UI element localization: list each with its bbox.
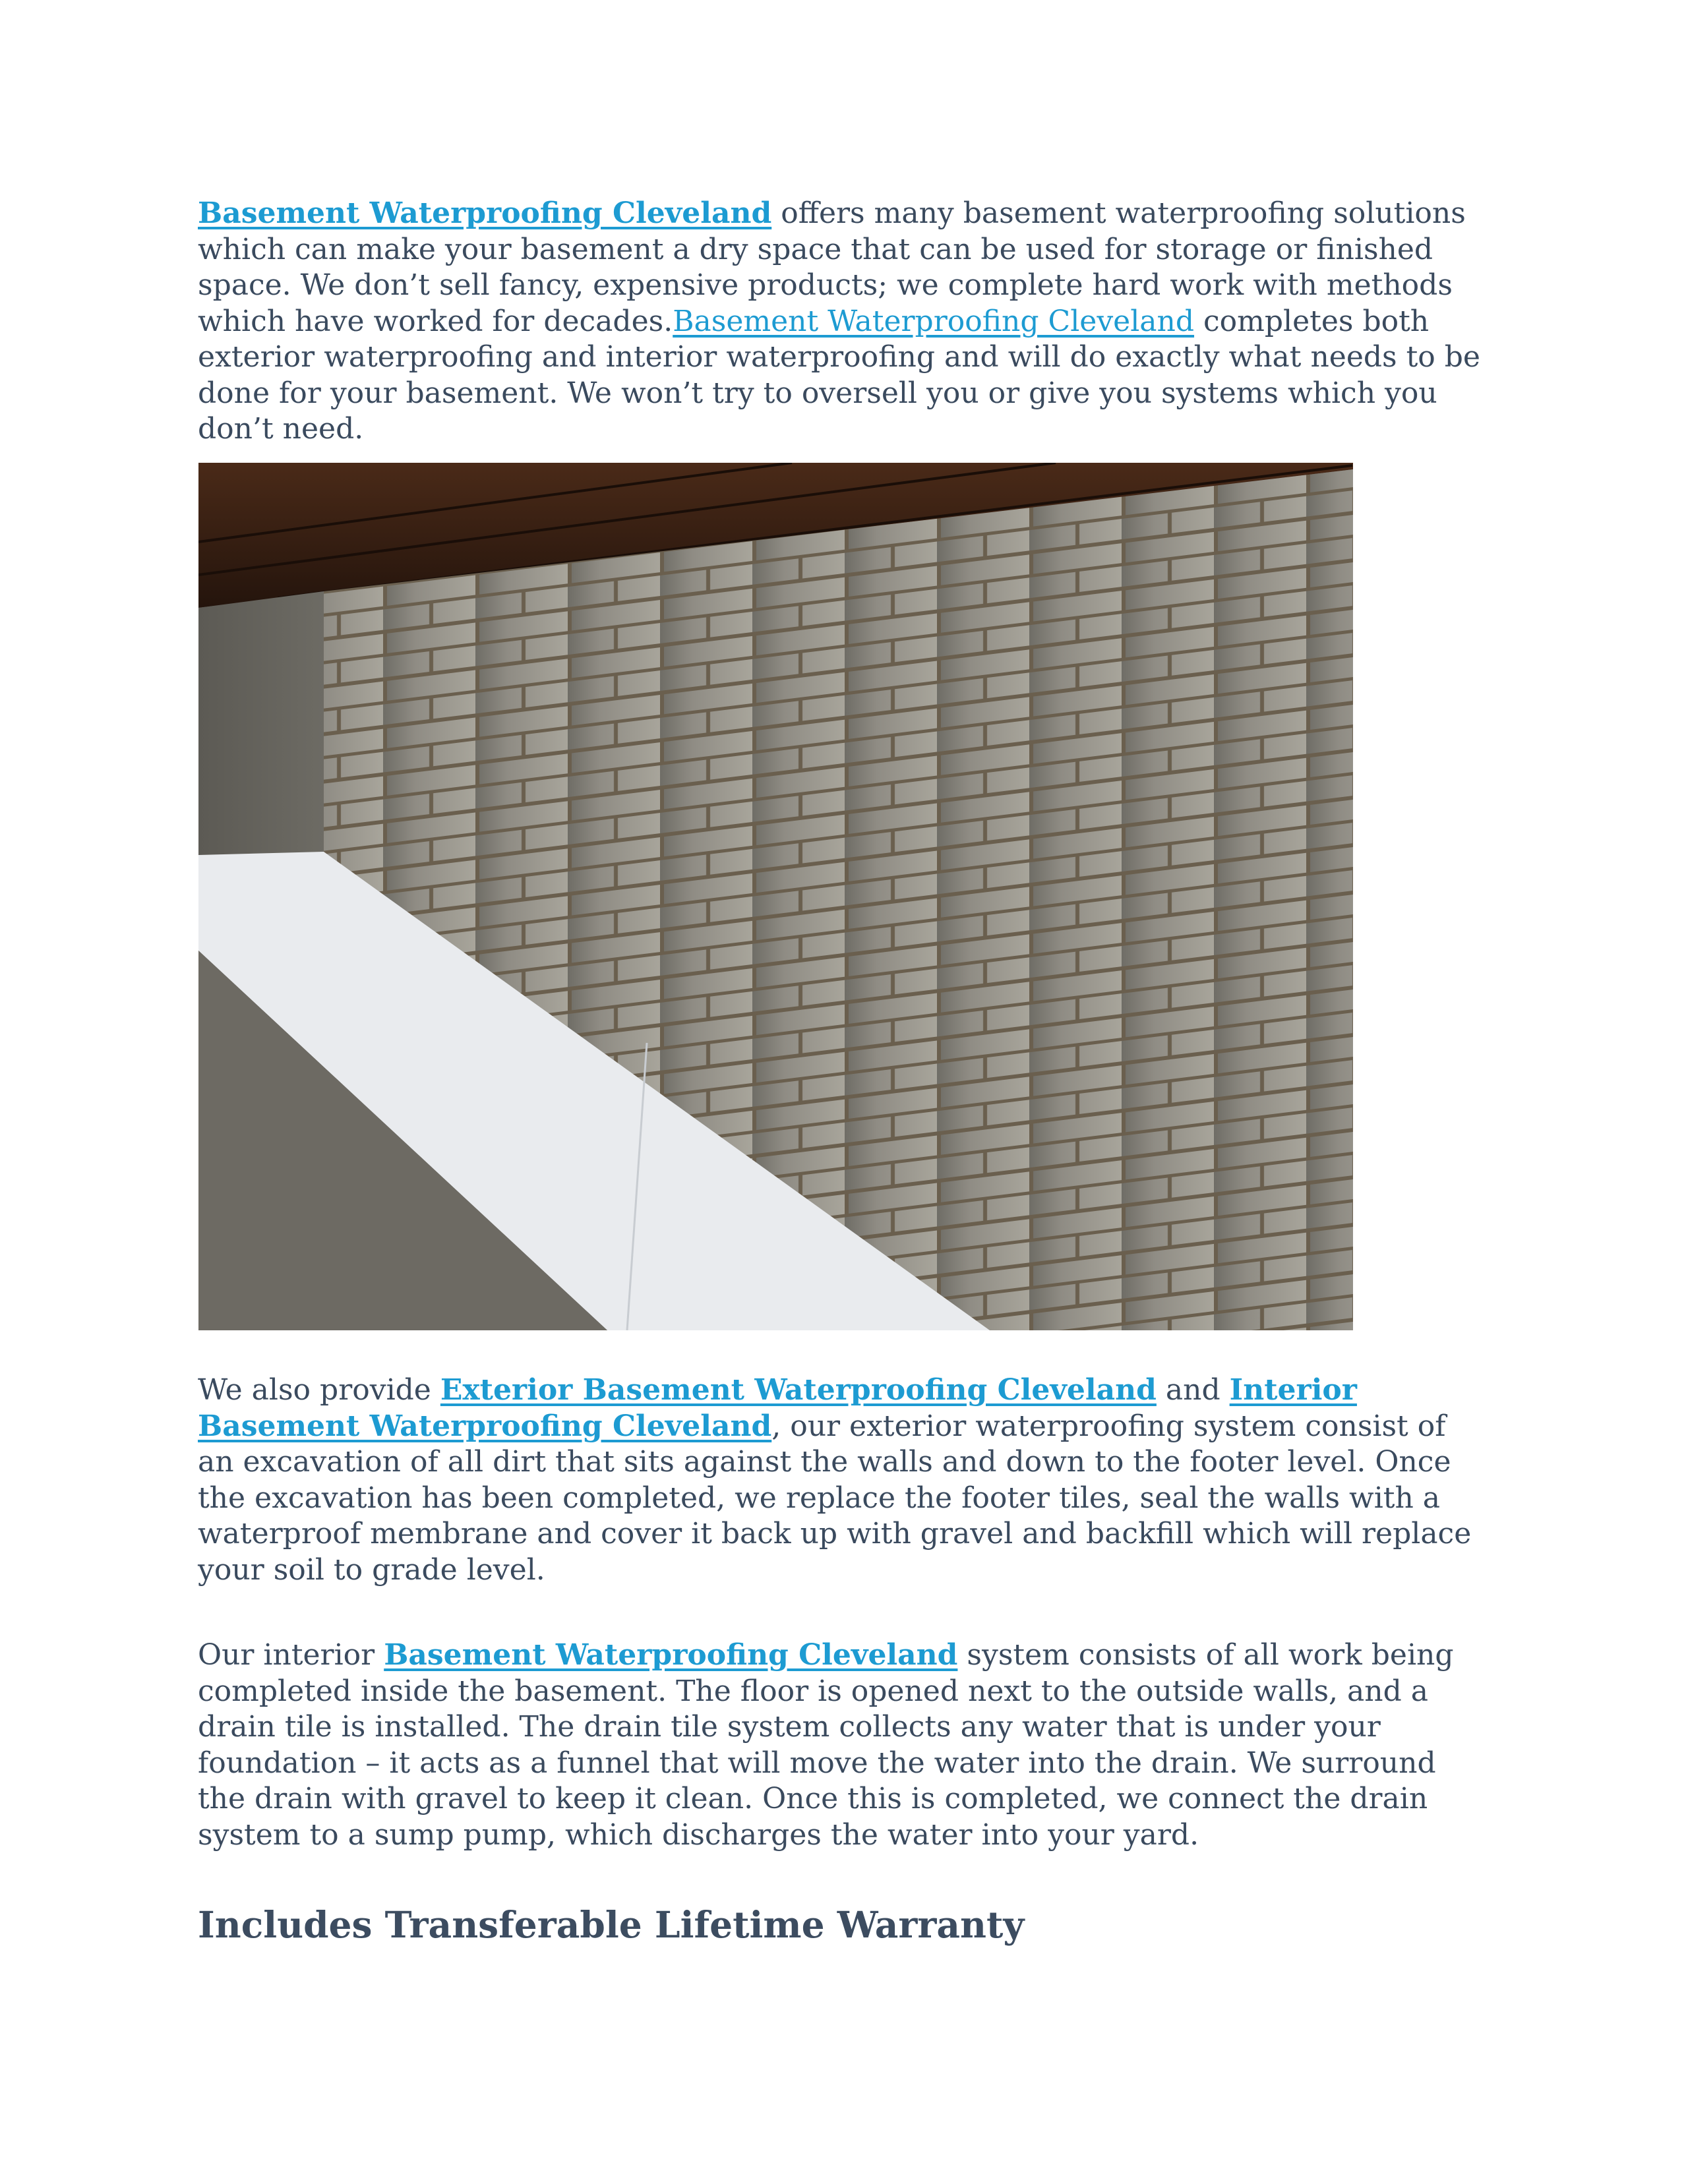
warranty-heading: Includes Transferable Lifetime Warranty	[198, 1903, 1025, 1946]
interior-waterproofing-link[interactable]: Interior Basement Waterproofing Cleveland	[198, 1373, 1357, 1443]
intro-text-2: completes both exterior waterproofing and interior waterproofing and will do exactly what needs to be done for your basement. We won’t try to oversell you or give you systems which you don’t need.	[198, 304, 1480, 446]
exterior-text-2: and	[1156, 1373, 1230, 1407]
intro-text-1: offers many basement waterproofing solutions which can make your basement a dry space that can be used for storage or finished space. We don’t sell fancy, expensive products; we complete hard work with methods which have worked for decades.	[198, 196, 1466, 338]
basement-waterproofing-link-2[interactable]: Basement Waterproofing Cleveland	[673, 304, 1195, 338]
basement-wall-photo	[198, 463, 1353, 1330]
interior-paragraph	[198, 1638, 1490, 1853]
exterior-text-1: We also provide	[198, 1373, 440, 1407]
exterior-paragraph	[198, 1372, 1490, 1588]
exterior-waterproofing-link[interactable]: Exterior Basement Waterproofing Cleveland	[440, 1373, 1157, 1407]
intro-paragraph	[198, 196, 1490, 448]
interior-basement-waterproofing-link[interactable]: Basement Waterproofing Cleveland	[384, 1638, 958, 1672]
interior-text-1: Our interior	[198, 1638, 384, 1672]
exterior-text-3: , our exterior waterproofing system consist of an excavation of all dirt that sits against the walls and down to the footer level. Once the excavation has been completed, we replace the footer tiles, seal the walls with a waterproof membrane and cover it back up with gravel and backfill which will replace your soil to grade level.	[198, 1409, 1472, 1587]
interior-text-2: system consists of all work being completed inside the basement. The floor is opened next to the outside walls, and a drain tile is installed. The drain tile system collects any water that is under your foundation – it acts as a funnel that will move the water into the drain. We surround the drain with gravel to keep it clean. Once this is completed, we connect the drain system to a sump pump, which discharges the water into your yard.	[198, 1638, 1454, 1852]
basement-waterproofing-link[interactable]: Basement Waterproofing Cleveland	[198, 196, 772, 230]
